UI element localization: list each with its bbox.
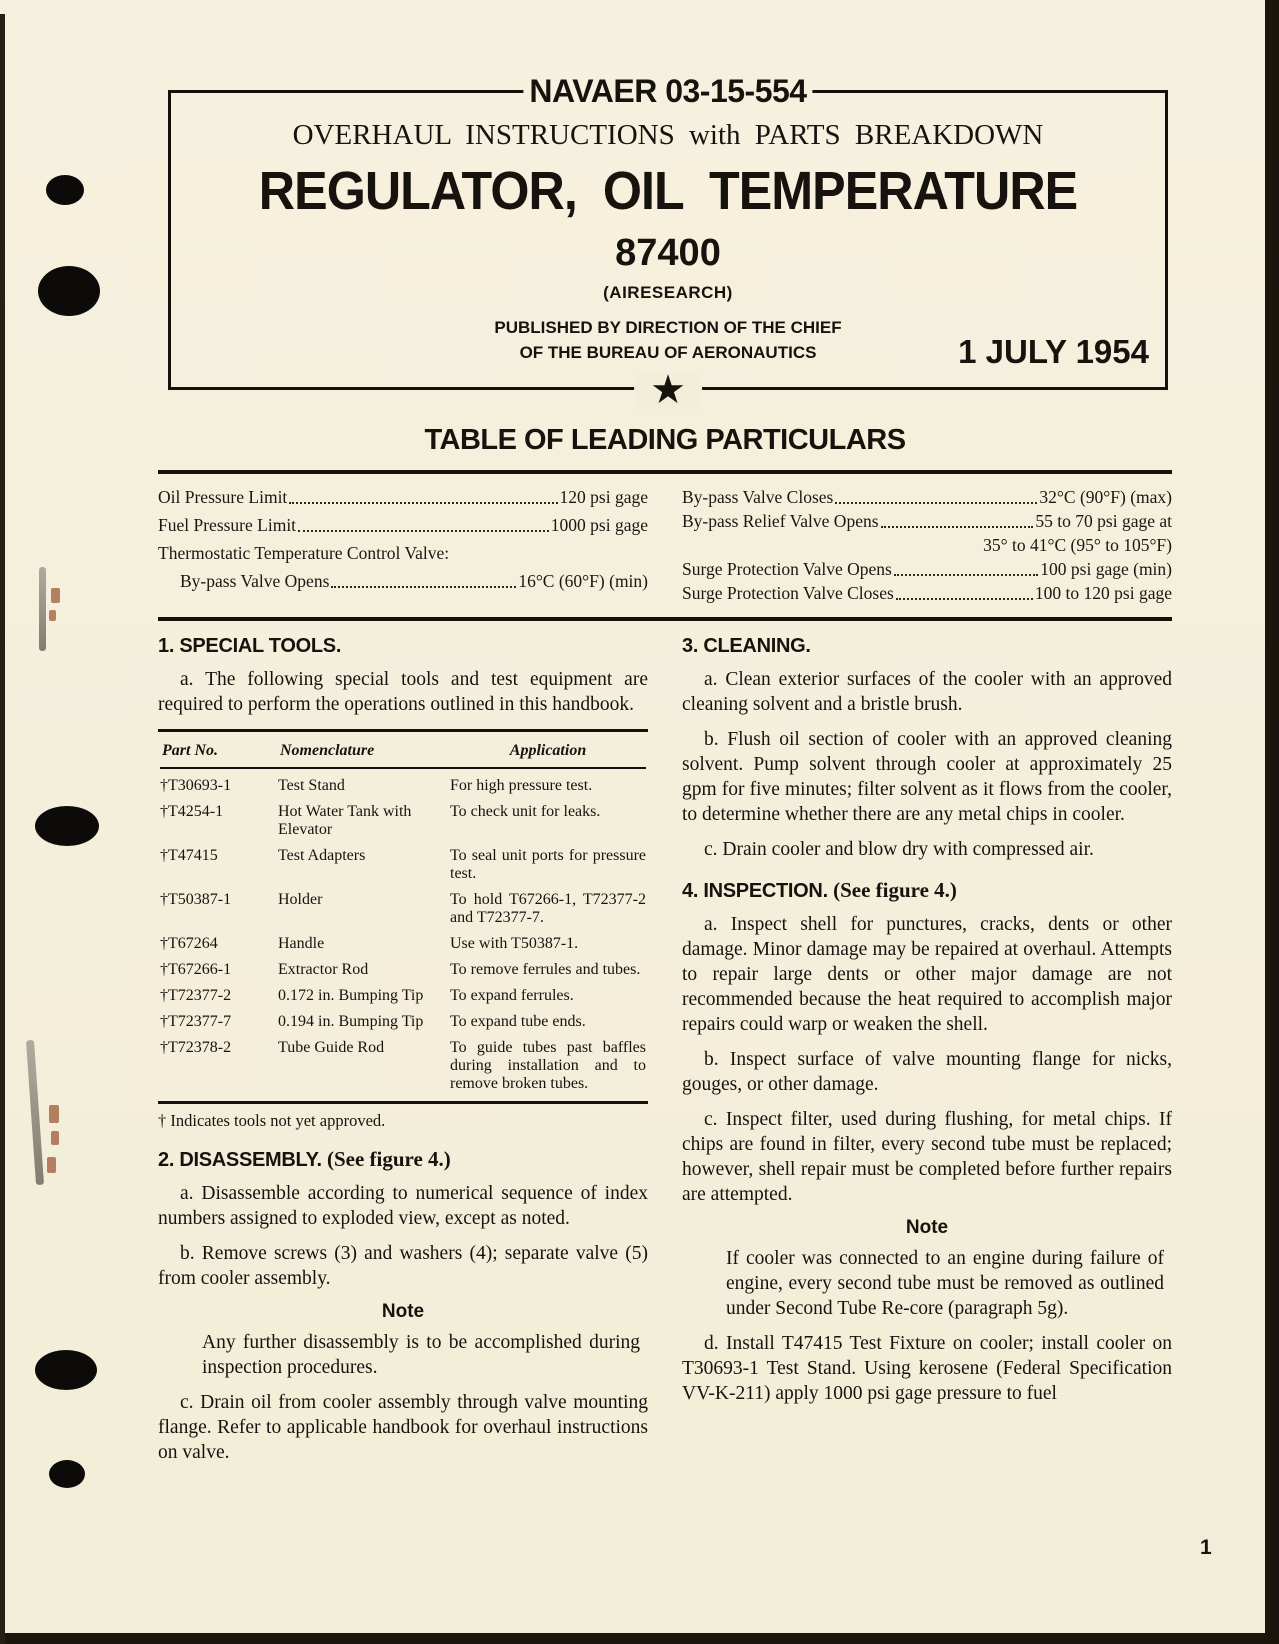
dot-leader xyxy=(881,526,1034,528)
paragraph: a. Inspect shell for punctures, cracks, dents or other damage. Minor damage may be repaired at overhaul. Attempts to repair large dents or other major damage are not recommended because the heat required to accomplish major repairs could warp or weaken the shell. xyxy=(682,914,1172,1035)
table-row: †T67264 Handle Use with T50387-1. xyxy=(160,935,579,952)
paragraph: a. Clean exterior surfaces of the cooler with an approved cleaning solvent and a bristle brush. xyxy=(682,669,1172,715)
page-edge-left xyxy=(0,14,5,1644)
section-heading-cleaning: 3. CLEANING. xyxy=(682,635,811,657)
table-row: †T72377-2 0.172 in. Bumping Tip To expand ferrules. xyxy=(160,987,574,1004)
paragraph: c. Inspect filter, used during flushing, for metal chips. If chips are found in filter, every second tube must be replaced; however, shell repair must be completed before further repairs are attempted. xyxy=(682,1109,1172,1205)
rust-mark xyxy=(49,1105,59,1123)
part-number: 87400 xyxy=(615,232,721,274)
section-heading-disassembly: 2. DISASSEMBLY. (See figure 4.) xyxy=(158,1147,451,1171)
tools-table-header xyxy=(160,737,646,769)
punch-hole xyxy=(38,266,100,316)
dot-leader xyxy=(835,502,1037,504)
section-heading-inspection: 4. INSPECTION. (See figure 4.) xyxy=(682,878,957,902)
doc-number: NAVAER 03-15-554 xyxy=(523,73,812,110)
dot-leader xyxy=(289,502,557,504)
left-column xyxy=(158,635,648,1465)
column-header-application: Application xyxy=(509,742,587,759)
dot-leader xyxy=(331,586,516,588)
column-header-part-no: Part No. xyxy=(162,742,218,759)
rust-mark xyxy=(49,610,56,621)
rust-mark xyxy=(47,1157,56,1173)
column-header-nomenclature: Nomenclature xyxy=(280,742,375,759)
dot-leader xyxy=(894,574,1038,576)
table-row: †T4254-1 Hot Water Tank with Elevator To check unit for leaks. xyxy=(160,803,601,838)
horizontal-rule xyxy=(158,617,1172,621)
particular-row: Surge Protection Valve Opens 100 psi gage (min) xyxy=(682,559,1172,579)
particulars-right-column xyxy=(682,487,1172,607)
note-text: Any further disassembly is to be accomplished during inspection procedures. xyxy=(202,1332,640,1378)
rust-mark xyxy=(51,588,60,603)
particular-row: Surge Protection Valve Closes 100 to 120 psi gage xyxy=(682,583,1172,603)
particular-row-continuation: 35° to 41°C (95° to 105°F) xyxy=(983,535,1172,555)
page-body xyxy=(158,424,1172,1465)
document-subtitle: OVERHAUL INSTRUCTIONS with PARTS BREAKDOWN xyxy=(292,119,1044,151)
table-row: †T72377-7 0.194 in. Bumping Tip To expand tube ends. xyxy=(160,1013,586,1030)
published-line-2: OF THE BUREAU OF AERONAUTICS xyxy=(519,342,817,362)
particular-row: Thermostatic Temperature Control Valve: xyxy=(158,543,450,563)
title-block xyxy=(168,73,1168,413)
staple-stain xyxy=(26,1040,44,1185)
dot-leader xyxy=(298,530,549,532)
paragraph: b. Flush oil section of cooler with an approved cleaning solvent. Pump solvent through cooler at approximately 25 gpm for five minutes; filter solvent as it flows from the cooler, to determine whether there are any metal chips in cooler. xyxy=(682,729,1172,825)
two-column-text xyxy=(158,635,1172,1465)
punch-hole xyxy=(35,806,99,846)
dot-leader xyxy=(896,598,1033,600)
publication-date: 1 JULY 1954 xyxy=(958,333,1149,370)
particular-row: By-pass Valve Opens 16°C (60°F) (min) xyxy=(180,571,648,591)
right-column xyxy=(682,635,1172,1465)
table-row: †T50387-1 Holder To hold T67266-1, T72377-2 and T72377-7. xyxy=(160,891,646,926)
table-row: †T30693-1 Test Stand For high pressure test. xyxy=(160,777,593,794)
staple-stain xyxy=(39,567,46,651)
paragraph: a. Disassemble according to numerical sequence of index numbers assigned to exploded view, except as noted. xyxy=(158,1183,648,1229)
table-row: †T67266-1 Extractor Rod To remove ferrules and tubes. xyxy=(160,961,641,978)
punch-hole xyxy=(49,1460,85,1488)
page-number: 1 xyxy=(1200,1536,1212,1559)
particulars-heading: TABLE OF LEADING PARTICULARS xyxy=(424,424,906,456)
particular-row: Fuel Pressure Limit 1000 psi gage xyxy=(158,515,648,535)
rust-mark xyxy=(51,1131,59,1145)
particular-row: By-pass Relief Valve Opens 55 to 70 psi gage at xyxy=(682,511,1172,531)
paragraph: a. The following special tools and test equipment are required to perform the operations outlined in this handbook. xyxy=(158,669,648,715)
particular-row: Oil Pressure Limit 120 psi gage xyxy=(158,487,648,507)
paragraph: c. Drain oil from cooler assembly through valve mounting flange. Refer to applicable handbook for overhaul instructions on valve. xyxy=(158,1392,648,1463)
paragraph: d. Install T47415 Test Fixture on cooler; install cooler on T30693-1 Test Stand. Using kerosene (Federal Specification VV-K-211) apply 1000 psi gage pressure to fuel xyxy=(682,1333,1172,1404)
leading-particulars-table xyxy=(158,474,1172,617)
punch-hole xyxy=(46,175,84,205)
section-heading-special-tools: 1. SPECIAL TOOLS. xyxy=(158,635,342,657)
note-text: If cooler was connected to an engine during failure of engine, every second tube must be removed as outlined under Second Tube Re-core (paragraph 5g). xyxy=(726,1248,1164,1319)
paragraph: b. Inspect surface of valve mounting flange for nicks, gouges, or other damage. xyxy=(682,1049,1172,1095)
star-icon: ★ xyxy=(634,371,702,409)
page-title-text: REGULATOR, OIL TEMPERATURE xyxy=(258,161,1078,221)
manufacturer: (AIRESEARCH) xyxy=(603,283,733,302)
page-title xyxy=(171,160,1165,222)
note-heading: Note xyxy=(905,1217,949,1238)
special-tools-table xyxy=(158,729,648,1104)
punch-hole xyxy=(35,1350,97,1390)
particulars-left-column xyxy=(158,487,648,607)
note-heading: Note xyxy=(381,1301,425,1322)
page-edge-bottom xyxy=(0,1633,1279,1644)
table-row: †T47415 Test Adapters To seal unit ports for pressure test. xyxy=(160,847,646,882)
table-footnote: † Indicates tools not yet approved. xyxy=(158,1111,386,1130)
paragraph: c. Drain cooler and blow dry with compressed air. xyxy=(704,839,1094,860)
particular-row: By-pass Valve Closes 32°C (90°F) (max) xyxy=(682,487,1172,507)
table-row: †T72378-2 Tube Guide Rod To guide tubes past baffles during installation and to remove broken tubes. xyxy=(160,1039,646,1092)
paragraph: b. Remove screws (3) and washers (4); separate valve (5) from cooler assembly. xyxy=(158,1243,648,1289)
published-line-1: PUBLISHED BY DIRECTION OF THE CHIEF xyxy=(494,318,842,337)
page-edge-right xyxy=(1265,0,1279,1644)
